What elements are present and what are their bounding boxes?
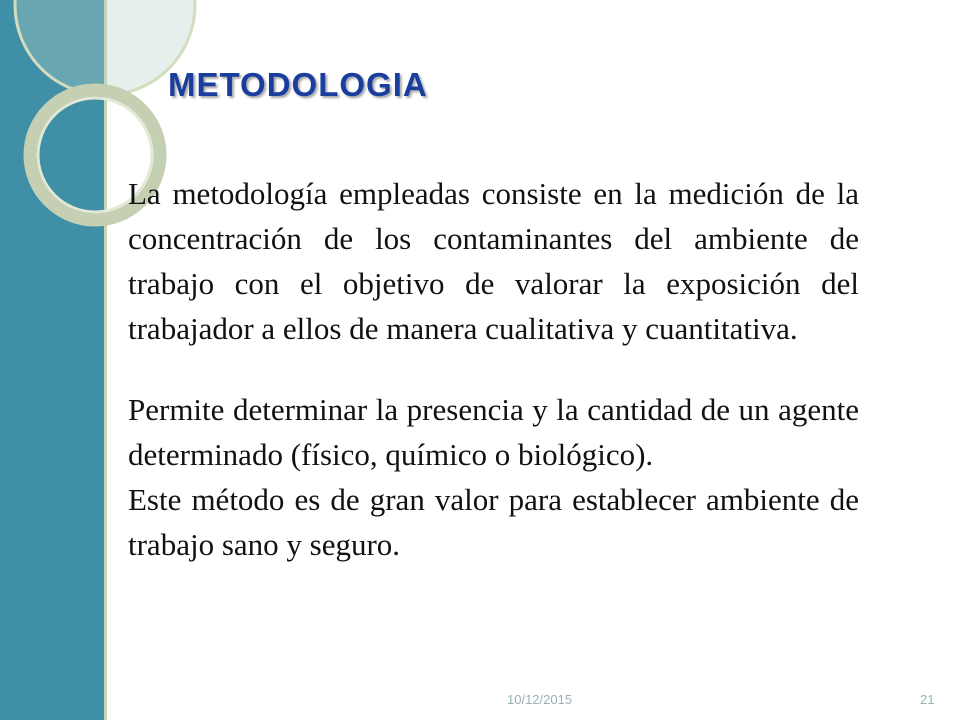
paragraph-value: Este método es de gran valor para establecer ambiente de trabajo sano y seguro.	[128, 482, 859, 562]
paragraph-determination: Permite determinar la presencia y la cantidad de un agente determinado (físico, químico o biológico).	[128, 392, 859, 472]
slide-body	[128, 171, 859, 567]
paragraph-methodology: La metodología empleadas consiste en la medición de la concentración de los contaminantes del ambiente de trabajo con el objetivo de valorar la exposición del trabajador a ellos de manera cualitativa y cuantitativa.	[128, 176, 859, 346]
slide-title: METODOLOGIA	[168, 66, 428, 103]
page-number: 21	[920, 692, 935, 707]
footer-date: 10/12/2015	[507, 692, 573, 707]
